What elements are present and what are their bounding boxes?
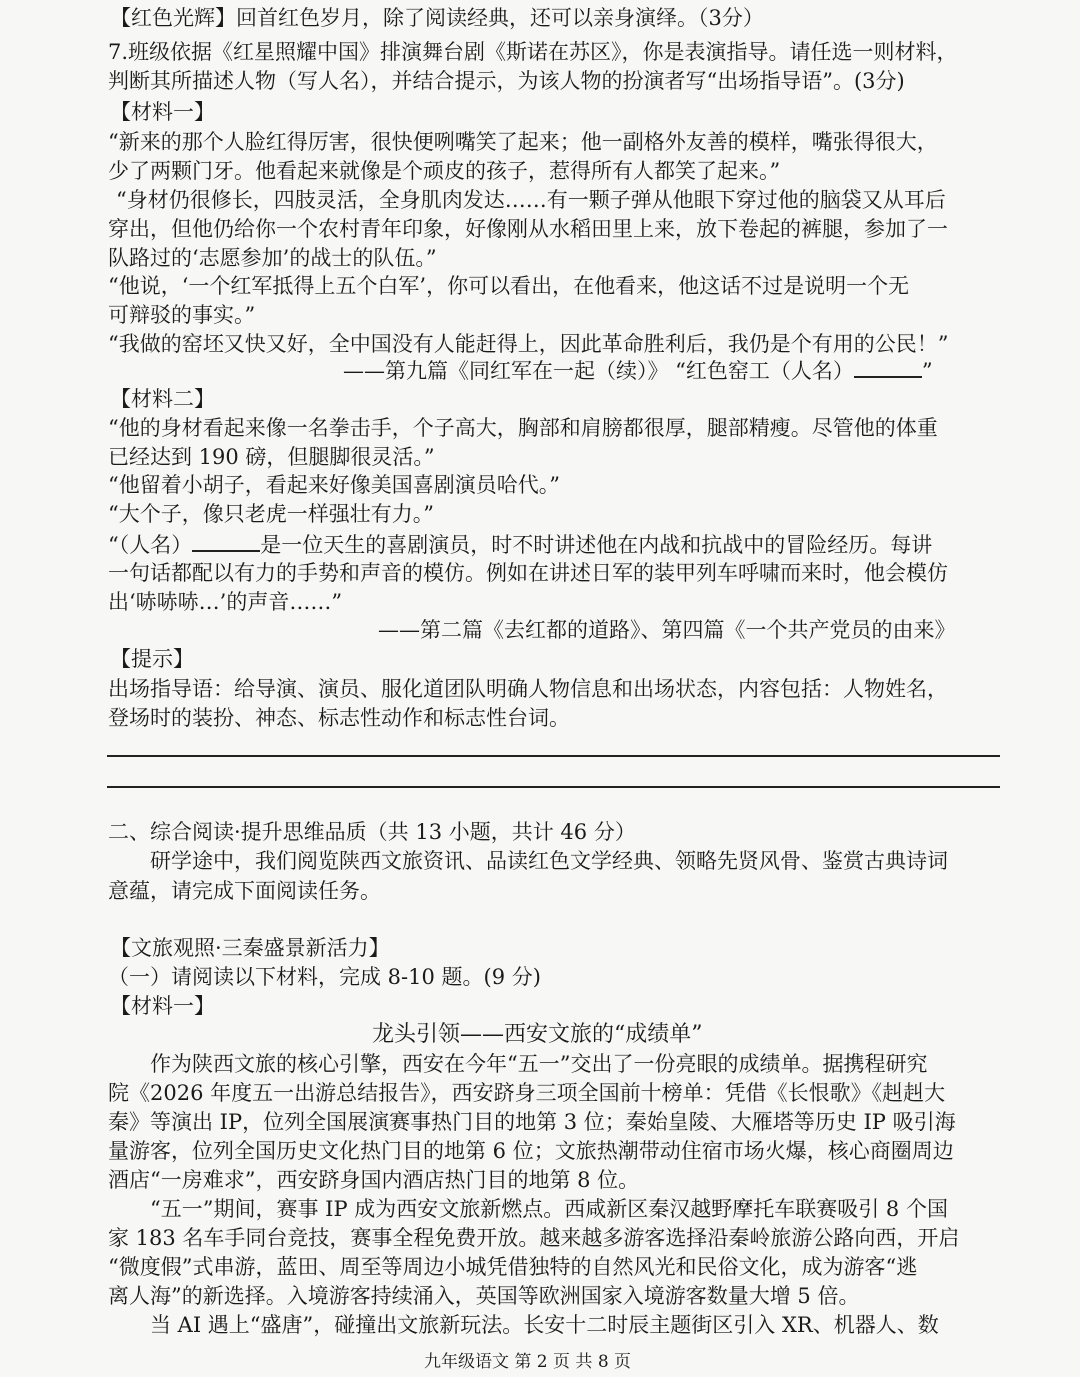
material-two-quote1-line2: 已经达到 190 磅，但腿脚很灵活。” xyxy=(108,445,435,469)
part-two-heading: 二、综合阅读·提升思维品质（共 13 小题，共计 46 分） xyxy=(108,820,636,844)
material-two-quote4-prefix: “（人名） xyxy=(108,533,193,557)
material-one-source-text: ——第九篇《同红军在一起（续）》 “红色窑工（人名） xyxy=(343,359,854,383)
answer-blank-name-2 xyxy=(192,530,260,552)
reading-one-instruction: （一）请阅读以下材料，完成 8-10 题。(9 分) xyxy=(108,965,541,989)
article-title: 龙头引领——西安文旅的“成绩单” xyxy=(372,1022,703,1047)
material-one-quote2-line2: 穿出，但他仍给你一个农村青年印象，好像刚从水稻田里上来，放下卷起的裤腿，参加了一 xyxy=(108,217,948,241)
material-one-source-close: ” xyxy=(921,359,933,383)
page-footer: 九年级语文 第 2 页 共 8 页 xyxy=(424,1352,632,1372)
material-one-heading: 【材料一】 xyxy=(110,100,215,124)
material-one-source xyxy=(343,356,933,385)
material-one-quote4: “我做的窑坯又快又好，全中国没有人能赶得上，因此革命胜利后，我仍是个有用的公民！” xyxy=(108,332,949,356)
material-two-source: ——第二篇《去红都的道路》、第四篇《一个共产党员的由来》 xyxy=(378,618,956,642)
article-para2-line1: “五一”期间，赛事 IP 成为西安文旅新燃点。西咸新区秦汉越野摩托车联赛吸引 8 个国 xyxy=(150,1197,948,1221)
question-7-prompt-line2: 判断其所描述人物（写人名），并结合提示，为该人物的扮演者写“出场指导语”。(3分) xyxy=(108,69,905,93)
material-two-quote3: “大个子，像只老虎一样强壮有力。” xyxy=(108,502,434,526)
article-para1-line3: 秦》等演出 IP，位列全国展演赛事热门目的地第 3 位；秦始皇陵、大雁塔等历史 IP 吸引海 xyxy=(108,1110,956,1134)
article-para1-line2: 院《2026 年度五一出游总结报告》，西安跻身三项全国前十榜单：凭借《长恨歌》《赳赳大 xyxy=(108,1081,946,1105)
answer-line-1 xyxy=(107,755,1000,757)
answer-blank-name-1 xyxy=(854,356,922,378)
material-two-quote4-line1 xyxy=(108,530,932,559)
article-para1-line1: 作为陕西文旅的核心引擎，西安在今年“五一”交出了一份亮眼的成绩单。据携程研究 xyxy=(150,1052,928,1076)
article-para1-line5: 酒店“一房难求”，西安跻身国内酒店热门目的地第 8 位。 xyxy=(108,1168,640,1192)
material-two-quote1-line1: “他的身材看起来像一名拳击手，个子高大，胸部和肩膀都很厚，腿部精瘦。尽管他的体重 xyxy=(108,416,938,440)
material-two-heading: 【材料二】 xyxy=(110,387,215,411)
section-heading-culture-tourism: 【文旅观照·三秦盛景新活力】 xyxy=(110,936,390,960)
material-one-quote1-line1: “新来的那个人脸红得厉害，很快便咧嘴笑了起来；他一副格外友善的模样，嘴张得很大， xyxy=(108,130,938,154)
material-two-quote4-rest: 是一位天生的喜剧演员，时不时讲述他在内战和抗战中的冒险经历。每讲 xyxy=(260,533,933,557)
material-one-quote2-line3: 队路过的‘志愿参加’的战士的队伍。” xyxy=(108,246,437,270)
question-7-prompt-line1: 7.班级依据《红星照耀中国》排演舞台剧《斯诺在苏区》，你是表演指导。请任选一则材料， xyxy=(108,40,958,64)
material-one-quote3-line2: 可辩驳的事实。” xyxy=(108,303,256,327)
material-one-quote1-line2: 少了两颗门牙。他看起来就像是个顽皮的孩子，惹得所有人都笑了起来。” xyxy=(108,159,781,183)
part-two-intro-line1: 研学途中，我们阅览陕西文旅资讯、品读红色文学经典、领略先贤风骨、鉴赏古典诗词 xyxy=(150,849,948,873)
hint-heading: 【提示】 xyxy=(110,647,194,671)
article-para2-line4: 离人海”的新选择。入境游客持续涌入，英国等欧洲国家入境游客数量大增 5 倍。 xyxy=(108,1284,860,1308)
material-one-quote3-line1: “他说，‘一个红军抵得上五个白军’，你可以看出，在他看来，他这话不过是说明一个无 xyxy=(108,274,910,298)
part-two-intro-line2: 意蕴，请完成下面阅读任务。 xyxy=(108,879,381,903)
material-two-quote4-line2: 一句话都配以有力的手势和声音的模仿。例如在讲述日军的装甲列车呼啸而来时，他会模仿 xyxy=(108,561,948,585)
hint-text-line2: 登场时的装扮、神态、标志性动作和标志性台词。 xyxy=(108,706,570,730)
section-heading-red-glory: 【红色光辉】回首红色岁月，除了阅读经典，还可以亲身演绎。（3分） xyxy=(110,6,764,30)
material-one-quote2-line1: “身材仍很修长，四肢灵活，全身肌肉发达……有一颗子弹从他眼下穿过他的脑袋又从耳后 xyxy=(116,188,946,212)
answer-line-2 xyxy=(107,786,1000,788)
reading-one-material-heading: 【材料一】 xyxy=(110,994,215,1018)
material-two-quote2: “他留着小胡子，看起来好像美国喜剧演员哈代。” xyxy=(108,473,560,497)
material-two-quote4-line3: 出‘哧哧哧…’的声音……” xyxy=(108,590,343,614)
article-para2-line3: “微度假”式串游，蓝田、周至等周边小城凭借独特的自然风光和民俗文化，成为游客“逃 xyxy=(108,1255,918,1279)
article-para1-line4: 量游客，位列全国历史文化热门目的地第 6 位；文旅热潮带动住宿市场火爆，核心商圈周边 xyxy=(108,1139,954,1163)
hint-text-line1: 出场指导语：给导演、演员、服化道团队明确人物信息和出场状态，内容包括：人物姓名， xyxy=(108,677,948,701)
article-para2-line2: 家 183 名车手同台竞技，赛事全程免费开放。越来越多游客选择沿秦岭旅游公路向西，开启 xyxy=(108,1226,960,1250)
article-para3-line1: 当 AI 遇上“盛唐”，碰撞出文旅新玩法。长安十二时辰主题街区引入 XR、机器人、数 xyxy=(150,1313,939,1337)
